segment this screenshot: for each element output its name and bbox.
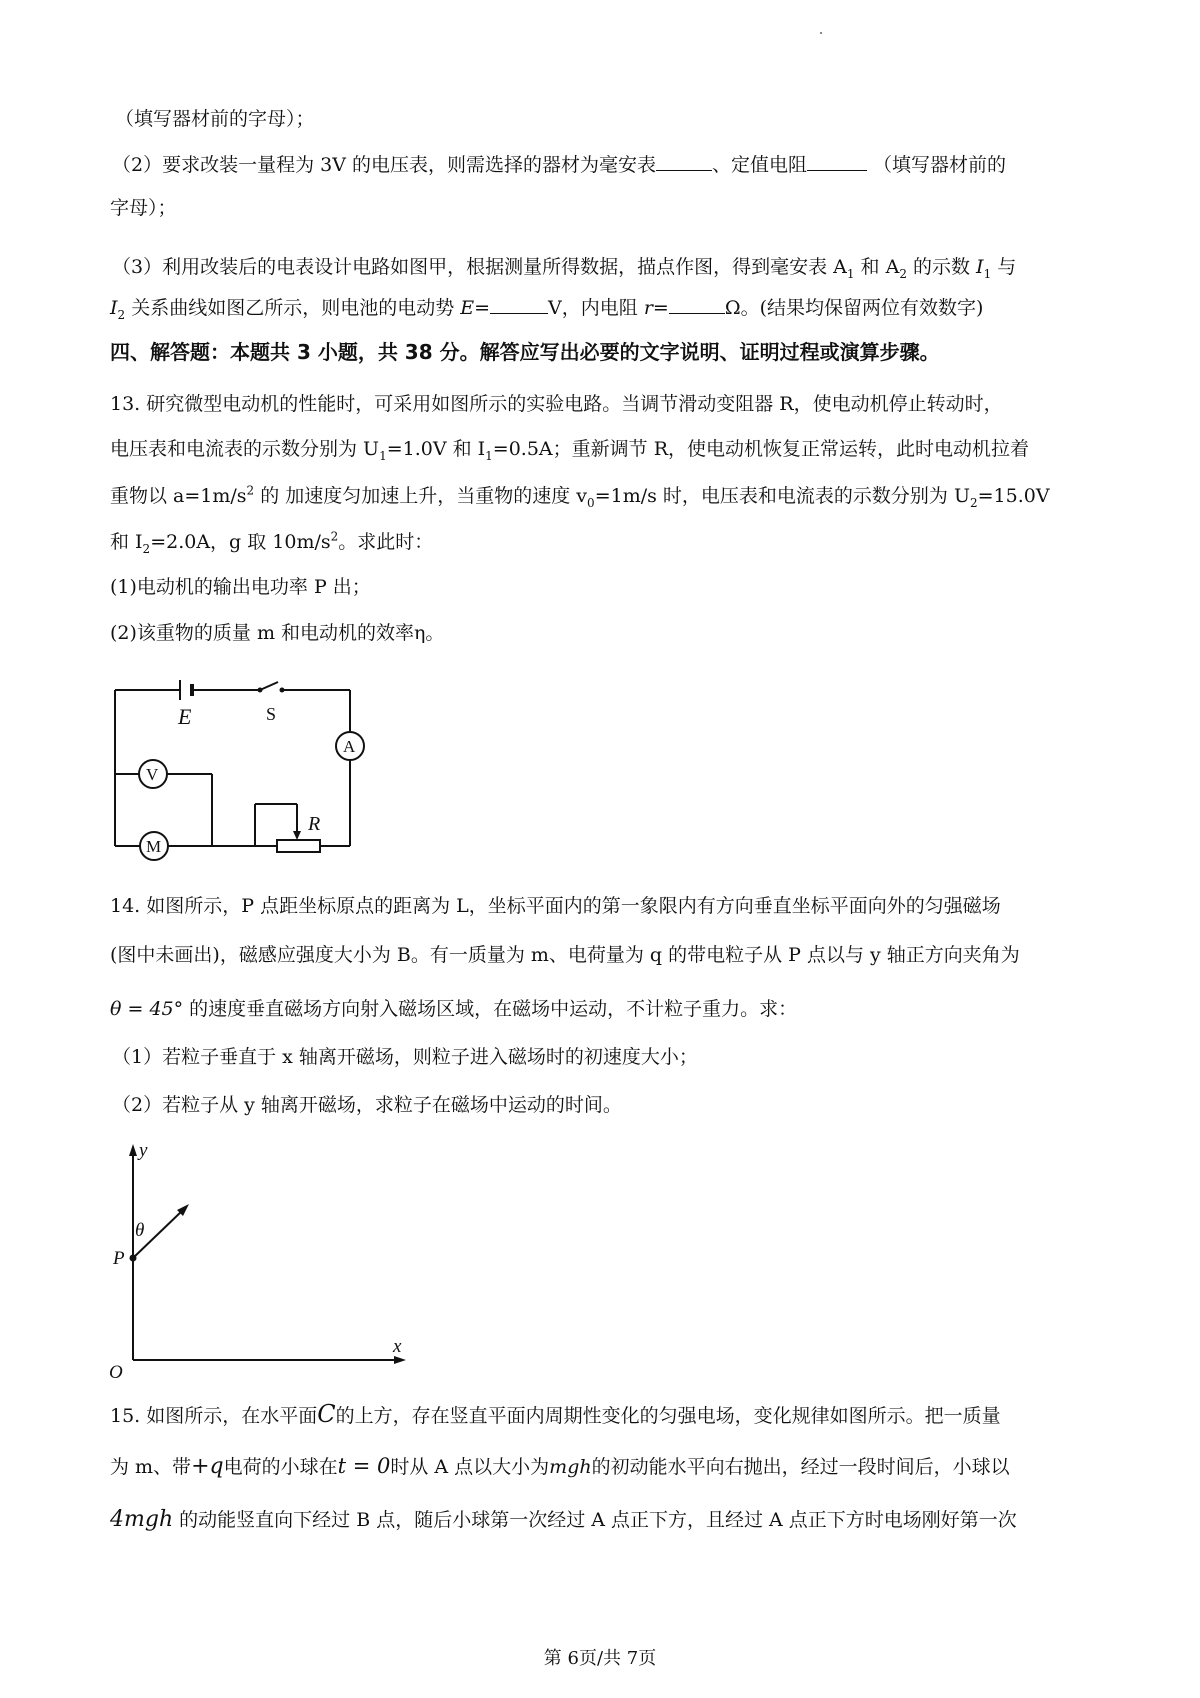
answer-blank[interactable] (490, 295, 548, 314)
q13-line2: 电压表和电流表的示数分别为 $U_1=1.0V$ 和 $I_1=0.5A$；重新调节 R，使电动机恢复正常运转，此时电动机拉着 (110, 438, 1030, 463)
q14-line3: θ = 45° 的速度垂直磁场方向射入磁场区域，在磁场中运动，不计粒子重力。求： (110, 998, 798, 1020)
y-axis-label: y (139, 1140, 148, 1161)
ammeter-label: A (343, 737, 356, 756)
circuit-diagram (100, 680, 400, 880)
voltmeter-label: V (146, 765, 159, 784)
q13-line5: (1)电动机的输出电功率 P 出； (110, 576, 371, 598)
speck (820, 32, 822, 34)
label-S: S (266, 704, 277, 724)
answer-blank[interactable] (807, 152, 867, 171)
label-R: R (308, 813, 321, 835)
q12-line5: $I_2$ 关系曲线如图乙所示，则电池的电动势 E= V，内电阻 r= Ω。(结果均保留两位有效数字) (110, 297, 984, 322)
q14-line2: (图中未画出)，磁感应强度大小为 B。有一质量为 m、电荷量为 q 的带电粒子从 P 点以与 y 轴正方向夹角为 (110, 944, 1020, 966)
q13-line3: 重物以 $a=1m/s^2$ 的 加速度匀加速上升，当重物的速度 $v_0=1m/s$ 时，电压表和电流表的示数分别为 $U_2=15.0V$ (110, 483, 1050, 510)
q12-line3: 字母）； (110, 197, 177, 219)
angle-theta-label: θ (135, 1220, 145, 1241)
q15-line2: 为 m、带+q电荷的小球在t = 0时从 A 点以大小为mgh的初动能水平向右抛出，经过一段时间后，小球以 (110, 1454, 1010, 1479)
q14-line4: （1）若粒子垂直于 x 轴离开磁场，则粒子进入磁场时的初速度大小； (112, 1046, 698, 1068)
motor-label: M (146, 837, 162, 856)
x-axis-label: x (393, 1336, 402, 1357)
point-P-label: P (113, 1248, 125, 1269)
q15-line1: 15. 如图所示，在水平面C的上方，存在竖直平面内周期性变化的匀强电场，变化规律如图所示。把一质量 (110, 1400, 1001, 1428)
answer-blank[interactable] (669, 295, 725, 314)
page-number: 第 6页/共 7页 (543, 1648, 657, 1669)
answer-blank[interactable] (656, 152, 712, 171)
origin-label: O (109, 1362, 123, 1380)
q13-line1: 13. 研究微型电动机的性能时，可采用如图所示的实验电路。当调节滑动变阻器 R，使电动机停止转动时， (110, 393, 1003, 415)
q15-line3: 4mgh 的动能竖直向下经过 B 点，随后小球第一次经过 A 点正下方，且经过 A 点正下方时电场刚好第一次 (110, 1507, 1017, 1532)
label-E: E (178, 704, 192, 729)
coordinate-graph (105, 1140, 415, 1380)
q12-line2: （2）要求改装一量程为 3V 的电压表，则需选择的器材为毫安表 、定值电阻 （填写器材前的 (112, 154, 1007, 176)
q13-line6: (2)该重物的质量 m 和电动机的效率η。 (110, 622, 445, 644)
q14-line1: 14. 如图所示，P 点距坐标原点的距离为 L，坐标平面内的第一象限内有方向垂直坐标平面向外的匀强磁场 (110, 895, 1001, 917)
q14-line5: （2）若粒子从 y 轴离开磁场，求粒子在磁场中运动的时间。 (112, 1094, 622, 1116)
q13-line4: 和 $I_2=2.0A$，g 取 $10m/s^2$。求此时： (110, 529, 434, 556)
q12-line4: （3）利用改装后的电表设计电路如图甲，根据测量所得数据，描点作图，得到毫安表 $A_1$ 和 $A_2$ 的示数 $I_1$ 与 (112, 256, 1017, 281)
q12-line1: （填写器材前的字母）； (115, 108, 315, 130)
section-heading: 四、解答题：本题共 3 小题，共 38 分。解答应写出必要的文字说明、证明过程或演算步骤。 (110, 340, 940, 364)
